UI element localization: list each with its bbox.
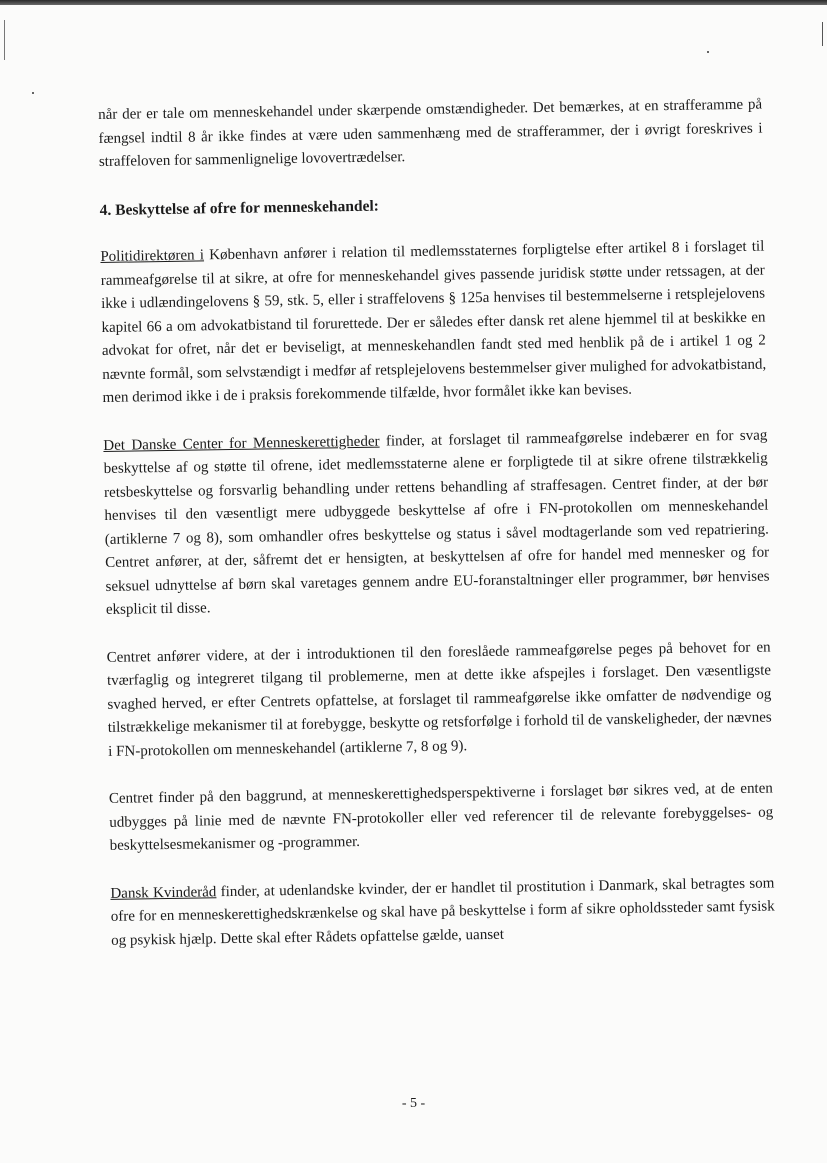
org-name: Politidirektøren i [100, 247, 205, 265]
page-number: - 5 - [401, 1096, 426, 1111]
scan-speck [707, 51, 709, 53]
paragraph-menneskerettigheder [103, 424, 770, 622]
section-heading: 4. Beskyttelse af ofre for menneskehandel: [99, 197, 380, 219]
document-page [98, 94, 776, 977]
paragraph-centret-videre: Centret anfører videre, at der i introduktionen til den foreslåede rammeafgørelse peges på behovet for en tværfaglig og integreret tilgang til problemerne, men at dette ikke afspejles i forslaget. Den væsentligste svaghed herved, er efter Centrets opfattelse, at forslaget til rammeafgørelse ikke omfatter de nødvendige og tilstrækkelige mekanismer til at forebygge, beskytte og retsforfølge i forhold til de vanskeligheder, der nævnes i FN-protokollen om menneskehandel (artiklerne 7, 8 og 9). [106, 639, 772, 760]
scan-edge-top [0, 0, 827, 5]
paragraph-continuation: når der er tale om menneskehandel under skærpende omstændigheder. Det bemærkes, at en strafferamme på fængsel indtil 8 år ikke findes at være uden sammenhæng med de strafferammer, der i øvrigt foreskrives i straffeloven for sammenlignelige lovovertrædelser. [98, 96, 763, 170]
paragraph-kvinderaad [110, 872, 775, 953]
paragraph-text: finder, at forslaget til rammeafgørelse indebærer en for svag beskyttelse af og støtte til ofrene, idet medlemsstaterne alene er forpligtede til at sikre ofrene tilstrækkelig retsbeskyttelse og forsvarlig behandling under rettens behandling af straffesagen. Centret finder, at der bør henvises til den væsentligt mere udbyggede beskyttelse af ofre i FN-protokollen om menneskehandel (artiklerne 7 og 8), som omhandler ofres beskyttelse og status i såvel modtagerlande som ved repatriering. Centret anfører, at der, såfremt det er hensigten, at beskyttelsen af ofre for handel med mennesker og for seksuel udnyttelse af børn skal varetages gennem andre EU-foranstaltninger eller programmer, bør henvises eksplicit til disse. [103, 427, 770, 618]
paragraph-text: finder, at udenlandske kvinder, der er handlet til prostitution i Danmark, skal betragtes som ofre for en menneskerettighedskrænkelse og skal have på beskyttelse i form af sikre opholdssteder samt fysisk og psykisk hjælp. Dette skal efter Rådets opfattelse gælde, uanset [110, 874, 775, 949]
scan-speck [32, 92, 34, 94]
paragraph-centret-baggrund: Centret finder på den baggrund, at menneskerettighedsperspektiverne i forslaget bør sikres ved, at de enten udbygges på linie med de nævnte FN-protokoller eller ved referencer til de relevante forebyggelses- og beskyttelsesmekanismer og -programmer. [108, 780, 774, 854]
paragraph-text: København anfører i relation til medlemsstaternes forpligtelse efter artikel 8 i forslaget til rammeafgørelse til at sikre, at ofre for menneskehandel gives passende juridisk støtte under retssagen, at der ikke i udlændingelovens § 59, stk. 5, eller i straffelovens § 125a henvises til bestemmelserne i retsplejelovens kapitel 66 a om advokatbistand til forurettede. Der er således efter dansk ret alene hjemmel til at beskikke en advokat for ofret, når det er beviseligt, at menneskehandlen fandt sted med henblik på de i artikel 1 og 2 nævnte formål, som selvstændigt i medfør af retsplejelovens bestemmelser giver mulighed for advokatbistand, men derimod ikke i de i praksis forekommende tilfælde, hvor formålet ikke kan bevises. [100, 238, 767, 406]
scan-mark-right [822, 22, 823, 46]
paragraph-politidirektoren [100, 236, 767, 411]
org-name: Dansk Kvinderåd [110, 883, 217, 902]
scan-mark-left [4, 20, 5, 60]
org-name: Det Danske Center for Menneskerettigheder [103, 433, 380, 454]
